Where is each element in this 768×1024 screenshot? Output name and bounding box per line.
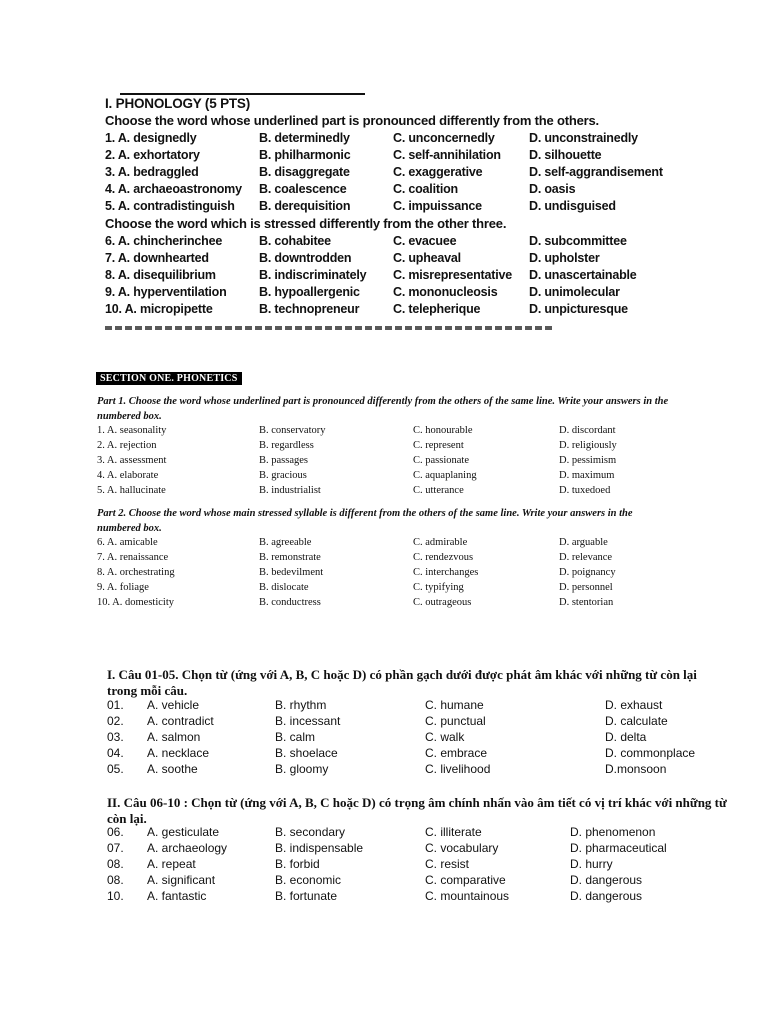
option-c: C. typifying bbox=[413, 582, 464, 593]
option-c: C. represent bbox=[413, 440, 464, 451]
option-b: B. philharmonic bbox=[259, 148, 351, 162]
option-a: 4. A. elaborate bbox=[97, 470, 159, 481]
option-b: B. conductress bbox=[259, 597, 321, 608]
option-d: D. subcommittee bbox=[529, 234, 627, 248]
option-b: B. hypoallergenic bbox=[259, 285, 360, 299]
option-b: B. conservatory bbox=[259, 425, 326, 436]
option-b: B. dislocate bbox=[259, 582, 309, 593]
option-d: D. discordant bbox=[559, 425, 616, 436]
option-a: 1. A. seasonality bbox=[97, 425, 167, 436]
question-row bbox=[0, 148, 768, 166]
option-c: C. mononucleosis bbox=[393, 285, 498, 299]
question-row bbox=[0, 268, 768, 286]
question-number: 05. bbox=[107, 762, 124, 776]
option-a: A. repeat bbox=[147, 857, 196, 871]
option-c: C. evacuee bbox=[393, 234, 457, 248]
option-d: D. religiously bbox=[559, 440, 617, 451]
option-a: 7. A. downhearted bbox=[105, 251, 209, 265]
question-row bbox=[0, 567, 768, 582]
option-a: 10. A. domesticity bbox=[97, 597, 174, 608]
question-row bbox=[0, 582, 768, 597]
option-b: B. bedevilment bbox=[259, 567, 324, 578]
option-b: B. determinedly bbox=[259, 131, 350, 145]
option-a: 7. A. renaissance bbox=[97, 552, 169, 563]
option-d: D. exhaust bbox=[605, 698, 663, 712]
option-b: B. agreeable bbox=[259, 537, 312, 548]
question-row bbox=[0, 440, 768, 455]
question-row bbox=[0, 762, 768, 778]
option-b: B. secondary bbox=[275, 825, 346, 839]
question-row bbox=[0, 165, 768, 183]
option-d: D. silhouette bbox=[529, 148, 602, 162]
option-a: 6. A. chincherinchee bbox=[105, 234, 223, 248]
option-c: C. aquaplaning bbox=[413, 470, 477, 481]
question-row bbox=[0, 841, 768, 857]
question-row bbox=[0, 199, 768, 217]
option-a: 2. A. exhortatory bbox=[105, 148, 200, 162]
question-row bbox=[0, 470, 768, 485]
option-a: 10. A. micropipette bbox=[105, 302, 213, 316]
option-b: B. rhythm bbox=[275, 698, 327, 712]
option-a: A. soothe bbox=[147, 762, 198, 776]
option-c: C. rendezvous bbox=[413, 552, 474, 563]
option-a: 3. A. bedraggled bbox=[105, 165, 199, 179]
option-a: 8. A. disequilibrium bbox=[105, 268, 216, 282]
option-d: D. relevance bbox=[559, 552, 613, 563]
question-row bbox=[0, 131, 768, 149]
question-row bbox=[0, 485, 768, 500]
option-c: C. mountainous bbox=[425, 889, 510, 903]
option-c: C. embrace bbox=[425, 746, 488, 760]
option-a: A. salmon bbox=[147, 730, 201, 744]
option-c: C. self-annihilation bbox=[393, 148, 501, 162]
option-b: B. economic bbox=[275, 873, 342, 887]
option-d: D. calculate bbox=[605, 714, 668, 728]
option-a: A. vehicle bbox=[147, 698, 200, 712]
option-b: B. industrialist bbox=[259, 485, 321, 496]
option-c: C. interchanges bbox=[413, 567, 479, 578]
question-number: 03. bbox=[107, 730, 124, 744]
question-number: 07. bbox=[107, 841, 124, 855]
option-a: 3. A. assessment bbox=[97, 455, 167, 466]
option-d: D. dangerous bbox=[570, 889, 643, 903]
question-row bbox=[0, 552, 768, 567]
option-c: C. upheaval bbox=[393, 251, 461, 265]
option-b: B. coalescence bbox=[259, 182, 347, 196]
option-b: B. downtrodden bbox=[259, 251, 352, 265]
option-d: D. unpicturesque bbox=[529, 302, 628, 316]
option-a: 8. A. orchestrating bbox=[97, 567, 175, 578]
option-d: D.monsoon bbox=[605, 762, 667, 776]
option-d: D. maximum bbox=[559, 470, 615, 481]
question-row bbox=[0, 698, 768, 714]
question-row bbox=[0, 873, 768, 889]
question-number: 06. bbox=[107, 825, 124, 839]
question-row bbox=[0, 730, 768, 746]
question-row bbox=[0, 537, 768, 552]
option-d: D. stentorian bbox=[559, 597, 614, 608]
option-d: D. self-aggrandisement bbox=[529, 165, 663, 179]
option-c: C. walk bbox=[425, 730, 465, 744]
phonetics-section bbox=[0, 370, 768, 615]
option-d: D. oasis bbox=[529, 182, 576, 196]
question-row bbox=[0, 597, 768, 612]
question-row bbox=[0, 425, 768, 440]
option-c: C. illiterate bbox=[425, 825, 482, 839]
option-b: B. incessant bbox=[275, 714, 341, 728]
option-d: D. poignancy bbox=[559, 567, 616, 578]
question-row bbox=[0, 234, 768, 252]
phonology-section bbox=[0, 88, 768, 328]
option-c: C. impuissance bbox=[393, 199, 482, 213]
question-number: 04. bbox=[107, 746, 124, 760]
option-b: B. remonstrate bbox=[259, 552, 321, 563]
option-a: 9. A. foliage bbox=[97, 582, 149, 593]
option-c: C. telepherique bbox=[393, 302, 481, 316]
option-b: B. gracious bbox=[259, 470, 307, 481]
question-row bbox=[0, 182, 768, 200]
option-a: 5. A. contradistinguish bbox=[105, 199, 235, 213]
option-b: B. indispensable bbox=[275, 841, 364, 855]
option-c: C. vocabulary bbox=[425, 841, 499, 855]
option-c: C. unconcernedly bbox=[393, 131, 495, 145]
option-c: C. punctual bbox=[425, 714, 486, 728]
option-d: D. delta bbox=[605, 730, 647, 744]
part2-heading: II. Câu 06-10 : Chọn từ (ứng với A, B, C hoặc D) có trọng âm chính nhấn vào âm tiết có vị trí khác với những từ còn lại. bbox=[107, 795, 727, 826]
option-b: B. gloomy bbox=[275, 762, 329, 776]
option-c: C. humane bbox=[425, 698, 484, 712]
option-a: 2. A. rejection bbox=[97, 440, 157, 451]
option-c: C. coalition bbox=[393, 182, 458, 196]
option-d: D. unascertainable bbox=[529, 268, 637, 282]
option-b: B. disaggregate bbox=[259, 165, 350, 179]
option-d: D. hurry bbox=[570, 857, 613, 871]
option-c: C. exaggerative bbox=[393, 165, 483, 179]
option-d: D. upholster bbox=[529, 251, 600, 265]
instruction-stress: Choose the word which is stressed differently from the other three. bbox=[105, 216, 507, 231]
section-title: I. PHONOLOGY (5 PTS) bbox=[105, 96, 251, 111]
question-row bbox=[0, 455, 768, 470]
option-d: D. personnel bbox=[559, 582, 613, 593]
option-c: C. utterance bbox=[413, 485, 464, 496]
instruction-pronunciation: Choose the word whose underlined part is pronounced differently from the others. bbox=[105, 113, 599, 128]
question-number: 08. bbox=[107, 857, 124, 871]
option-d: D. pharmaceutical bbox=[570, 841, 667, 855]
question-row bbox=[0, 285, 768, 303]
option-c: C. misrepresentative bbox=[393, 268, 512, 282]
option-d: D. unimolecular bbox=[529, 285, 620, 299]
option-a: A. significant bbox=[147, 873, 216, 887]
option-a: 5. A. hallucinate bbox=[97, 485, 166, 496]
option-b: B. forbid bbox=[275, 857, 320, 871]
option-b: B. calm bbox=[275, 730, 316, 744]
option-a: A. archaeology bbox=[147, 841, 228, 855]
option-d: D. dangerous bbox=[570, 873, 643, 887]
option-c: C. honourable bbox=[413, 425, 473, 436]
option-a: A. contradict bbox=[147, 714, 214, 728]
option-d: D. unconstrainedly bbox=[529, 131, 638, 145]
option-c: C. admirable bbox=[413, 537, 468, 548]
option-c: C. outrageous bbox=[413, 597, 472, 608]
option-d: D. commonplace bbox=[605, 746, 696, 760]
divider-line bbox=[120, 93, 365, 95]
option-c: C. livelihood bbox=[425, 762, 491, 776]
option-a: A. necklace bbox=[147, 746, 210, 760]
option-c: C. passionate bbox=[413, 455, 469, 466]
option-a: A. gesticulate bbox=[147, 825, 220, 839]
question-row bbox=[0, 825, 768, 841]
option-b: B. cohabitee bbox=[259, 234, 331, 248]
option-c: C. comparative bbox=[425, 873, 506, 887]
option-b: B. fortunate bbox=[275, 889, 338, 903]
question-row bbox=[0, 746, 768, 762]
question-number: 08. bbox=[107, 873, 124, 887]
option-b: B. technopreneur bbox=[259, 302, 360, 316]
option-d: D. pessimism bbox=[559, 455, 617, 466]
question-row bbox=[0, 714, 768, 730]
option-b: B. shoelace bbox=[275, 746, 338, 760]
vietnamese-section bbox=[0, 665, 768, 915]
part1-heading: I. Câu 01-05. Chọn từ (ứng với A, B, C hoặc D) có phần gạch dưới được phát âm khác với những từ còn lại trong mỗi câu. bbox=[107, 667, 697, 698]
cropped-text-line bbox=[105, 326, 555, 330]
option-d: D. tuxedoed bbox=[559, 485, 611, 496]
question-number: 10. bbox=[107, 889, 124, 903]
option-a: 6. A. amicable bbox=[97, 537, 158, 548]
part2-instruction: Part 2. Choose the word whose main stressed syllable is different from the others of the same line. Write your answers in the numbered box. bbox=[97, 508, 633, 534]
option-a: 4. A. archaeoastronomy bbox=[105, 182, 242, 196]
option-d: D. arguable bbox=[559, 537, 608, 548]
section-heading: SECTION ONE. PHONETICS bbox=[96, 372, 242, 385]
option-c: C. resist bbox=[425, 857, 470, 871]
question-row bbox=[0, 857, 768, 873]
question-number: 01. bbox=[107, 698, 124, 712]
option-b: B. passages bbox=[259, 455, 308, 466]
option-b: B. indiscriminately bbox=[259, 268, 367, 282]
question-row bbox=[0, 251, 768, 269]
part1-instruction: Part 1. Choose the word whose underlined part is pronounced differently from the others of the same line. Write your answers in the numbered box. bbox=[97, 396, 669, 422]
option-a: 1. A. designedly bbox=[105, 131, 197, 145]
option-b: B. regardless bbox=[259, 440, 314, 451]
option-a: A. fantastic bbox=[147, 889, 207, 903]
option-d: D. phenomenon bbox=[570, 825, 656, 839]
question-row bbox=[0, 302, 768, 320]
option-d: D. undisguised bbox=[529, 199, 616, 213]
question-number: 02. bbox=[107, 714, 124, 728]
option-b: B. derequisition bbox=[259, 199, 351, 213]
option-a: 9. A. hyperventilation bbox=[105, 285, 227, 299]
question-row bbox=[0, 889, 768, 905]
